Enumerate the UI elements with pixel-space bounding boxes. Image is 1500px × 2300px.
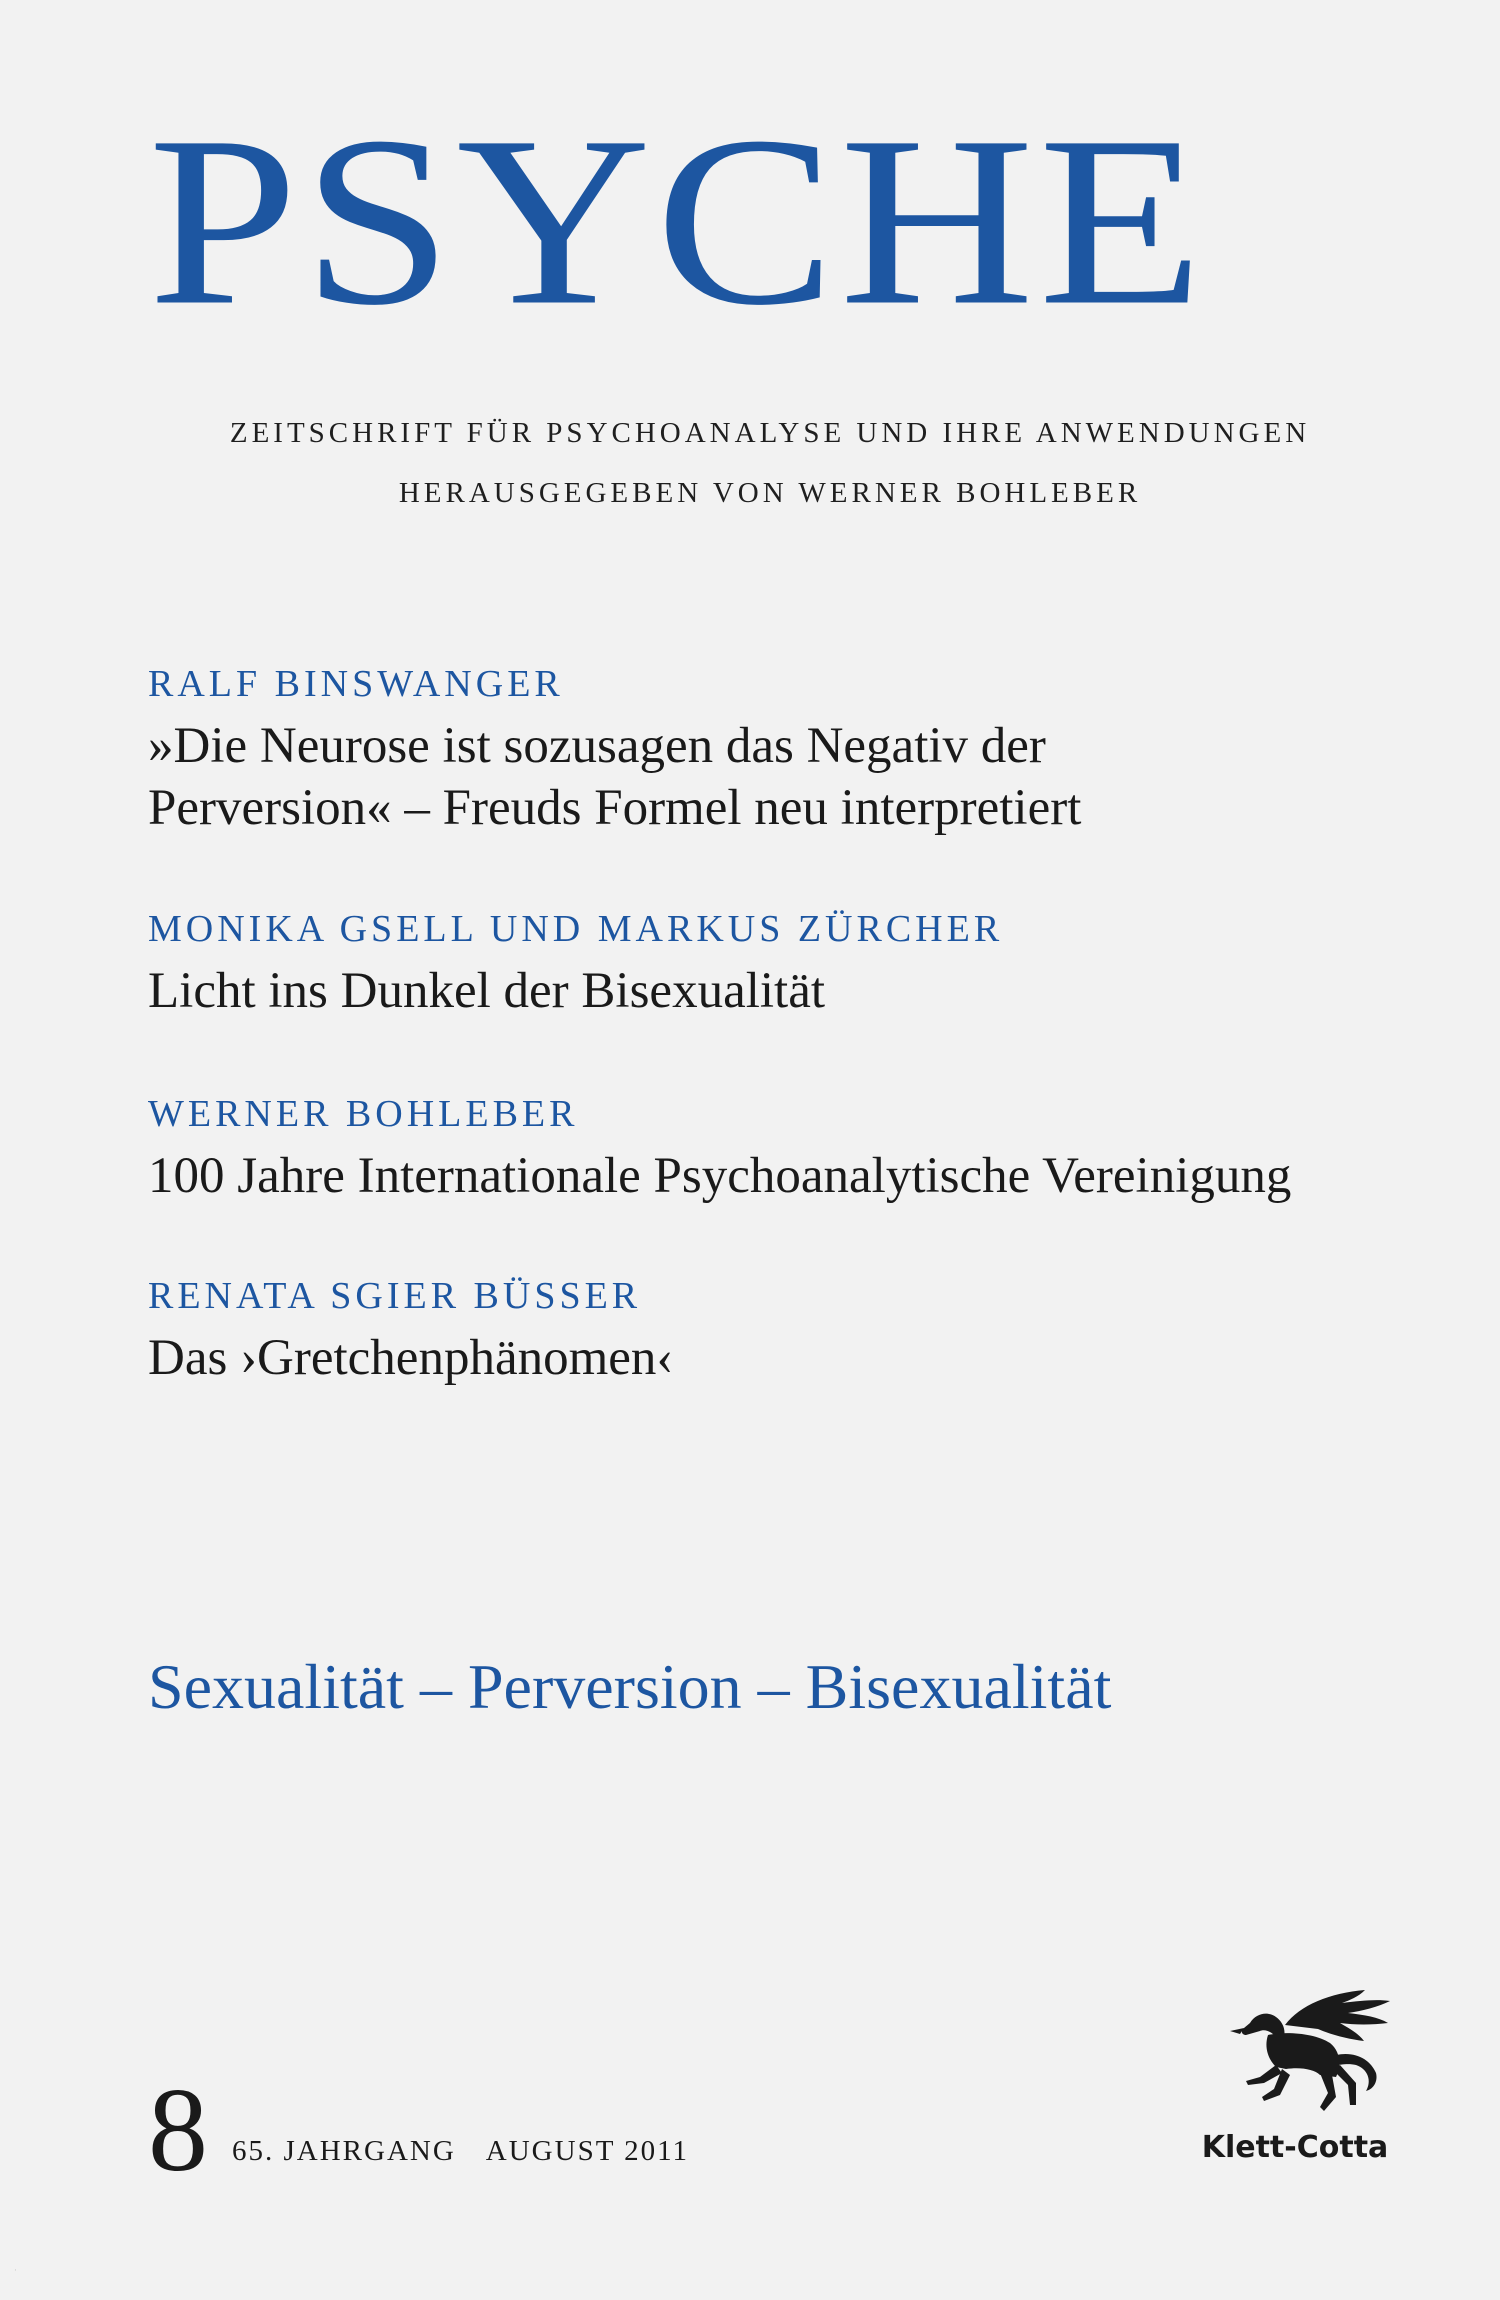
corner-mark: ·	[14, 2266, 17, 2276]
article-author: MONIKA GSELL UND MARKUS ZÜRCHER	[148, 908, 1004, 950]
issue-theme: Sexualität – Perversion – Bisexualität	[148, 1651, 1112, 1722]
publisher-name: Klett-Cotta	[1201, 2130, 1389, 2165]
article-item	[148, 1095, 1291, 1207]
issue-info	[232, 2135, 719, 2168]
article-item	[148, 665, 1081, 839]
issue-number: 8	[148, 2063, 208, 2196]
article-author: RALF BINSWANGER	[148, 663, 564, 705]
griffin-logo-icon	[1190, 1985, 1400, 2125]
article-title: 100 Jahre Internationale Psychoanalytische Vereinigung	[148, 1148, 1292, 1204]
article-item	[148, 910, 1003, 1022]
editor-line: HERAUSGEGEBEN VON WERNER BOHLEBER	[398, 477, 1142, 509]
issue-date: AUGUST 2011	[485, 2135, 690, 2167]
article-title: Licht ins Dunkel der Bisexualität	[148, 963, 826, 1019]
article-title-line: Perversion« – Freuds Formel neu interpretiert	[148, 780, 1082, 836]
article-author: WERNER BOHLEBER	[148, 1093, 579, 1135]
journal-title: PSYCHE	[148, 86, 1208, 356]
journal-subtitle: ZEITSCHRIFT FÜR PSYCHOANALYSE UND IHRE ANWENDUNGEN	[229, 417, 1311, 449]
article-title: Das ›Gretchenphänomen‹	[148, 1330, 674, 1386]
article-author: RENATA SGIER BÜSSER	[148, 1275, 642, 1317]
issue-volume: 65. JAHRGANG	[232, 2135, 456, 2167]
article-title	[148, 715, 1081, 839]
article-title-line: »Die Neurose ist sozusagen das Negativ der	[148, 718, 1046, 774]
article-item	[148, 1277, 673, 1389]
